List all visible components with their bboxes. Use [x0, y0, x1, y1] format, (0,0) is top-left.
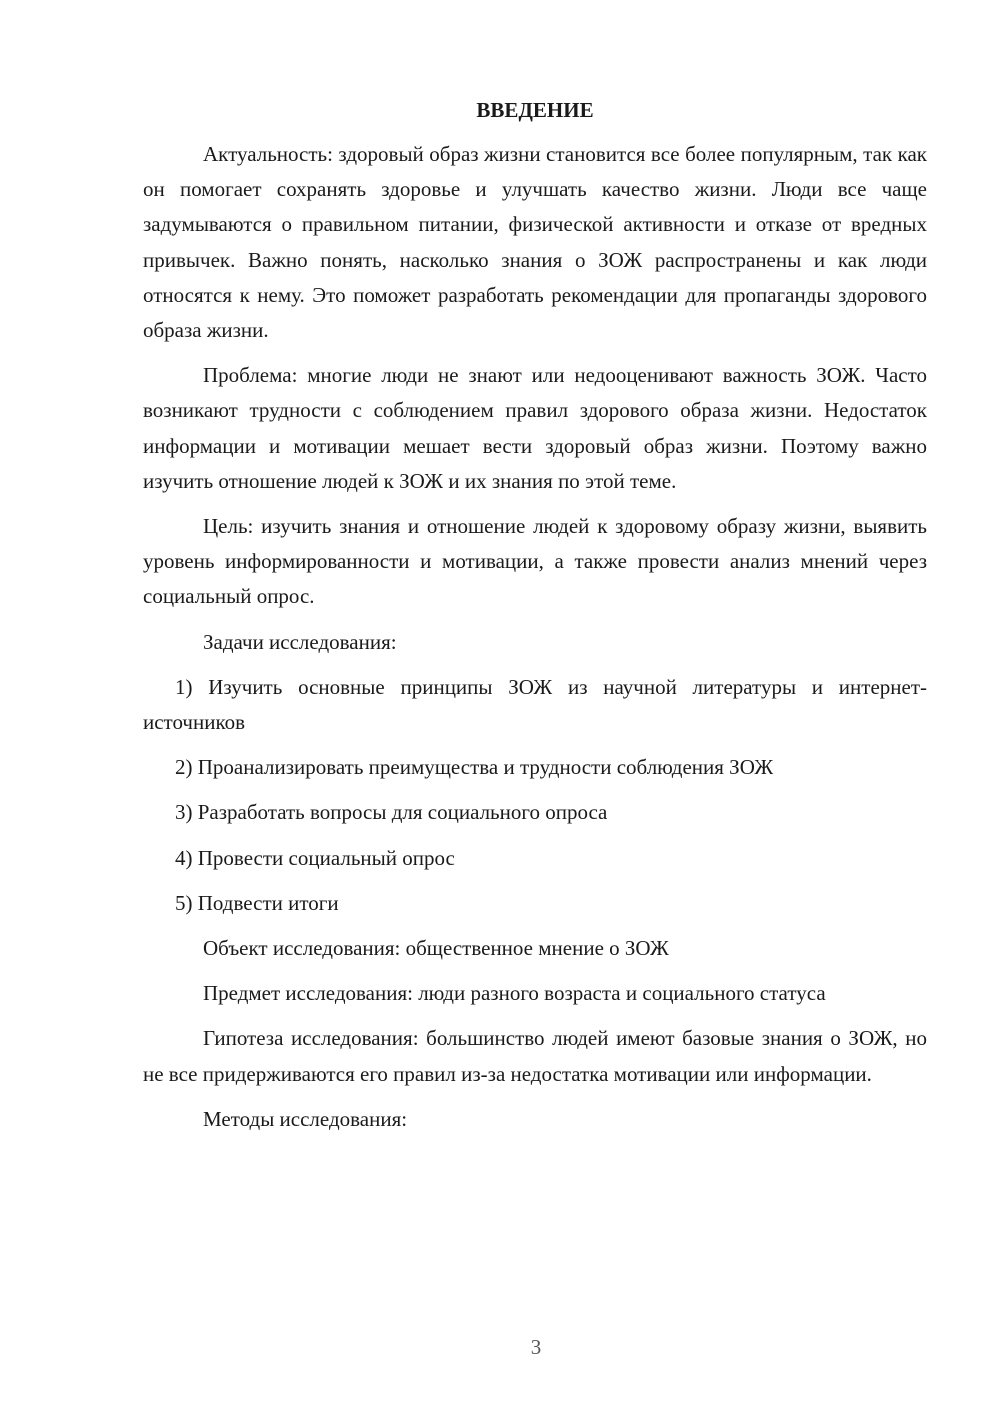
object-paragraph: Объект исследования: общественное мнение о ЗОЖ	[203, 936, 669, 961]
relevance-paragraph: Актуальность: здоровый образ жизни становится все более популярным, так как он помогает сохранять здоровье и улучшать качество жизни. Люди все чаще задумываются о правильном питании, физической активности и отказе от вредных привычек. Важно понять, насколько знания о ЗОЖ распространены и как люди относятся к нему. Это поможет разработать рекомендации для пропаганды здорового образа жизни.	[143, 142, 927, 343]
section-title: ВВЕДЕНИЕ	[476, 98, 594, 122]
problem-paragraph: Проблема: многие люди не знают или недооценивают важность ЗОЖ. Часто возникают трудности с соблюдением правил здорового образа жизни. Недостаток информации и мотивации мешает вести здоровый образ жизни. Поэтому важно изучить отношение людей к ЗОЖ и их знания по этой теме.	[143, 363, 927, 493]
hypothesis-paragraph: Гипотеза исследования: большинство людей имеют базовые знания о ЗОЖ, но не все придерживаются его правил из-за недостатка мотивации или информации.	[143, 1026, 927, 1086]
goal-paragraph: Цель: изучить знания и отношение людей к здоровому образу жизни, выявить уровень информированности и мотивации, а также провести анализ мнений через социальный опрос.	[143, 514, 927, 609]
page-number: 3	[530, 1335, 542, 1359]
task-item-2: 2) Проанализировать преимущества и трудности соблюдения ЗОЖ	[175, 755, 774, 780]
task-item-1: 1) Изучить основные принципы ЗОЖ из научной литературы и интернет-источников	[143, 674, 927, 735]
methods-heading: Методы исследования:	[203, 1106, 408, 1131]
subject-paragraph: Предмет исследования: люди разного возраста и социального статуса	[203, 981, 826, 1006]
task-item-4: 4) Провести социальный опрос	[175, 845, 455, 870]
task-item-3: 3) Разработать вопросы для социального опроса	[175, 800, 608, 825]
page-content	[143, 95, 927, 1147]
task-item-5: 5) Подвести итоги	[175, 890, 339, 915]
tasks-heading: Задачи исследования:	[203, 629, 397, 654]
